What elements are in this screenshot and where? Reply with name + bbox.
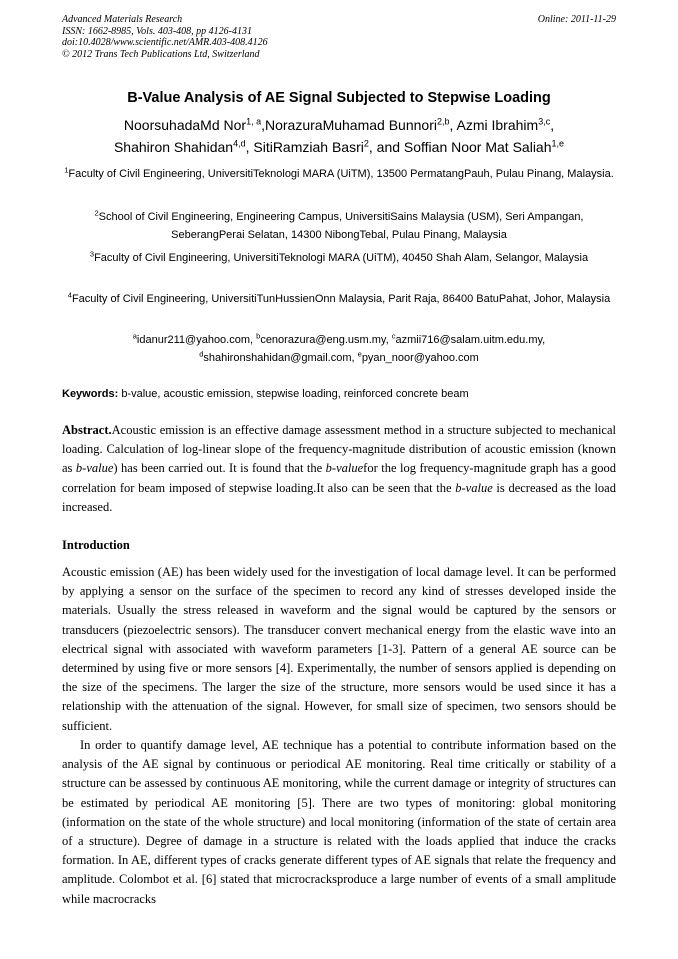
email-list: $^a$idanur211@yahoo.com, $^b$cenorazura@eng.usm.my, $^c$azmii716@salam.uitm.edu.my, $^d$shahironshahidan@gmail.com, $^e$pyan_noor@yahoo.com [132,331,546,364]
affiliation-text: Faculty of Civil Engineering, UniversitiTeknologi MARA (UiTM), 40450 Shah Alam, Selangor, Malaysia [94,252,589,264]
author-name: SitiRamziah Basri [253,139,364,155]
journal-name: Advanced Materials Research [62,14,183,25]
abstract-text: is decreased as the load increased. [62,480,616,514]
email-sup: e [357,348,362,358]
author-sup: 2 [363,138,369,149]
author-sup: 3,c [538,116,551,127]
email-link[interactable]: shahironshahidan@gmail.com [203,351,352,364]
affiliation-text: Faculty of Civil Engineering, UniversitiTunHussienOnn Malaysia, Parit Raja, 86400 BatuPahat, Johor, Malaysia [71,293,611,305]
introduction-heading: Introduction [62,538,130,552]
abstract-bvalue: b-value [75,461,114,476]
email-sup: a [132,331,137,341]
journal-header [62,14,616,60]
email-link[interactable]: idanur211@yahoo.com [136,334,251,346]
affiliation-2 [62,209,616,244]
author-sup: 1, a [246,116,262,127]
separator: , [261,117,265,133]
keywords-text: b-value, acoustic emission, stepwise loading, reinforced concrete beam [121,388,469,400]
email-link[interactable]: pyan_noor@yahoo.com [361,351,479,364]
author-list [62,114,616,158]
abstract-bvalue: b-value [325,461,364,476]
author-sup: 2,b [436,116,450,127]
affiliation-4 [62,291,616,309]
copyright: © 2012 Trans Tech Publications Ltd, Switzerland [62,48,260,60]
online-date: Online: 2011-11-29 [537,14,616,25]
affiliation-1 [62,166,616,184]
email-link[interactable]: cenorazura@eng.usm.my [260,334,386,346]
abstract-bvalue: b-value [455,480,493,495]
separator: , [550,117,555,133]
abstract-label: Abstract. [62,423,112,437]
author-sup: 4,d [233,138,246,149]
keywords-label: Keywords: [62,388,119,400]
author-name: Azmi Ibrahim [456,117,539,133]
intro-paragraph-1: Acoustic emission (AE) has been widely used for the investigation of local damage level. It can be performed by applying a sensor on the surface of the specimen to record any kind of stresses developed inside the materials. Usually the stress released in waveform and the signal would be captured by the sensors or transducers (piezoelectric sensors). The transducer convert mechanical energy from the elastic wave into an electrical signal with associated with waveform parameters [1-3]. Pattern of a general AE source can be determined by using five or more sensors [4]. Experimentally, the number of sensors applied is depending on the size of the specimens. The larger the size of the structure, more sensors would be used since it has a relationship with the attenuation of the signal. However, for small size of specimen, two sensors should be sufficient. [62,565,616,733]
affiliation-3 [62,250,616,268]
keywords [62,388,616,400]
author-name: Shahiron Shahidan [113,139,234,155]
email-link[interactable]: azmii716@salam.uitm.edu.my [395,334,543,346]
separator: , [449,117,457,133]
abstract-text: Acoustic emission is an effective damage assessment method in a structure subjected to mechanical loading. Calculation of log-linear slope of the frequency-magnitude distribution of acoustic emission (known as [62,423,616,476]
affiliation-num: 1 [64,165,69,175]
abstract [62,421,616,517]
email-sup: b [256,331,261,341]
abstract-text: for the log frequency-magnitude graph has a good correlation for beam imposed of stepwise loading.It also can be seen that the [62,461,616,495]
separator: , [368,139,377,155]
and-word: and [376,139,401,155]
doi: doi:10.4028/www.scientific.net/AMR.403-408.4126 [62,37,268,48]
email-sup: d [199,348,204,358]
affiliation-num: 2 [94,208,99,218]
author-name: Soffian Noor Mat Saliah [403,139,552,155]
author-sup: 1,e [551,138,565,149]
author-name: NoorsuhadaMd Nor [123,117,247,133]
affiliation-text: Faculty of Civil Engineering, UniversitiTeknologi MARA (UiTM), 13500 PermatangPauh, Pulau Pinang, Malaysia. [68,168,614,180]
paper-title: B-Value Analysis of AE Signal Subjected to Stepwise Loading [127,90,551,106]
issn: ISSN: 1662-8985, Vols. 403-408, pp 4126-4131 [62,25,252,37]
intro-paragraph-2: In order to quantify damage level, AE technique has a potential to contribute information based on the analysis of the AE signal by continuous or periodical AE monitoring. Real time critically or stability of a structure can be assessed by continuous AE monitoring, while the current damage or integrity of structures can be estimated by periodical AE monitoring [5]. There are two types of monitoring: global monitoring (information on the state of the whole structure) and local monitoring (information of the state of certain area of a structure). Degree of damage in a structure is related with the loads applied that induce the cracks formation. In AE, different types of cracks generate different types of AE signals that relate the frequency and amplitude. Colombot et al. [6] stated that microcracksproduce a large number of events of a small amplitude while macrocracks [62,738,616,906]
separator: , [245,139,254,155]
email-sup: c [391,331,396,341]
abstract-text: ) has been carried out. It is found that the [113,461,326,476]
affiliation-num: 4 [67,290,72,300]
author-name: NorazuraMuhamad Bunnori [264,117,437,133]
affiliation-num: 3 [89,249,95,259]
affiliation-text: School of Civil Engineering, Engineering Campus, UniversitiSains Malaysia (USM), Seri Ampangan, SeberangPerai Selatan, 14300 NibongTebal, Pulau Pinang, Malaysia [98,211,584,241]
